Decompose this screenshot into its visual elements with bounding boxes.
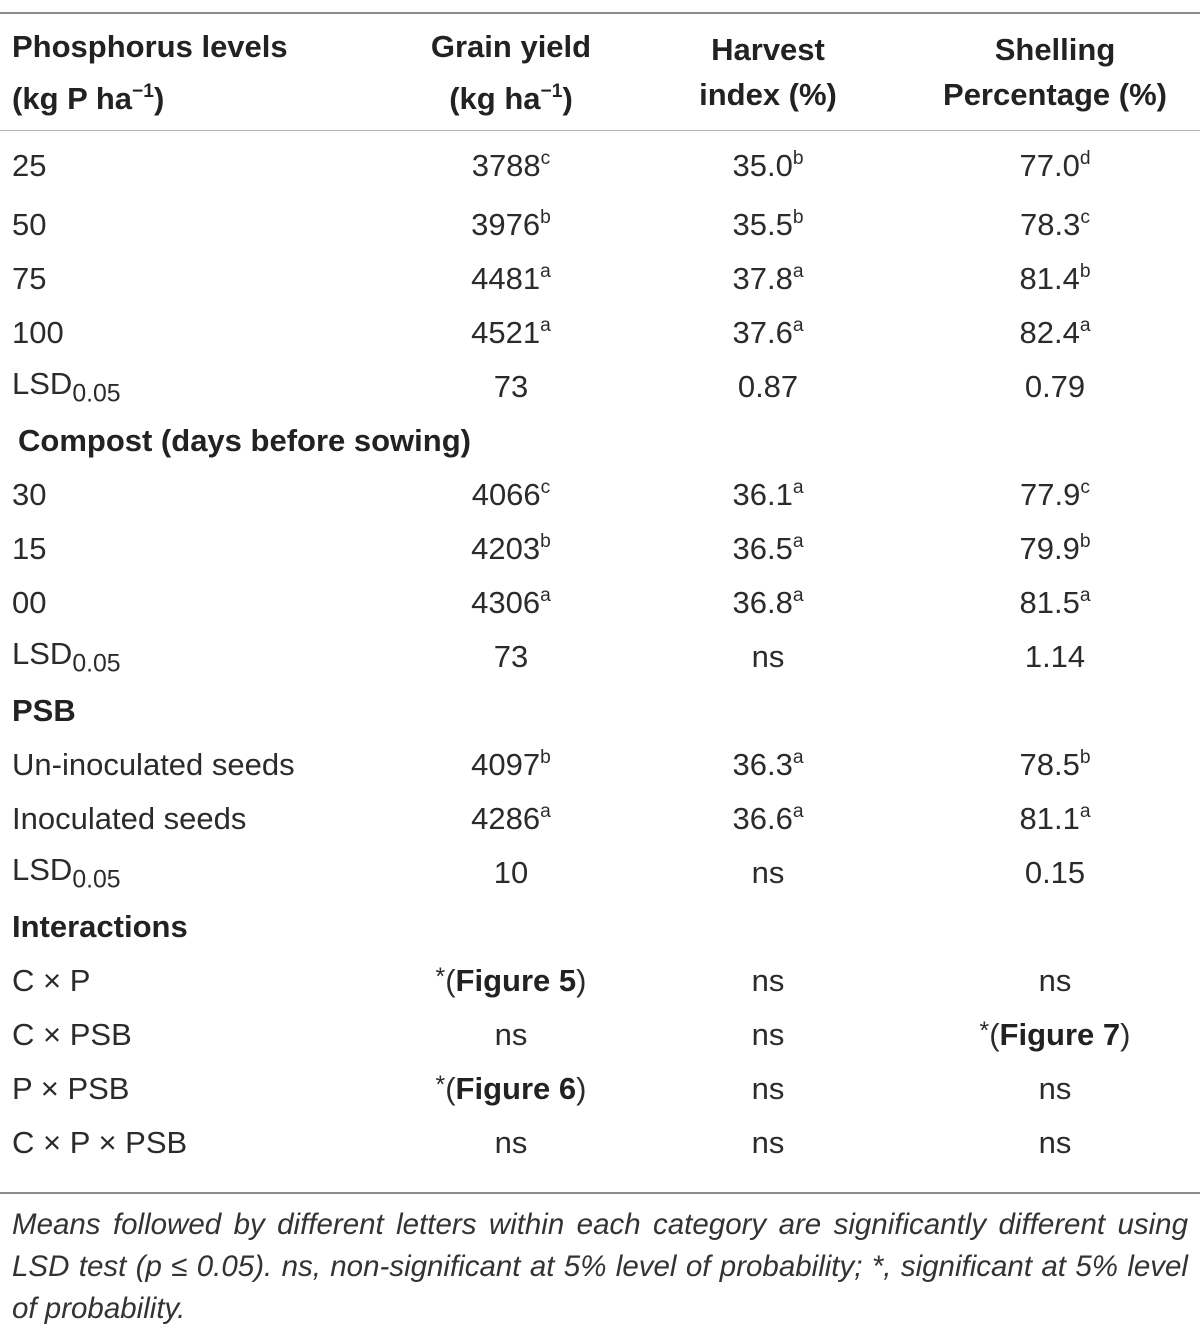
lsd-subscript: 0.05 (72, 650, 121, 678)
shelling-cell (896, 1116, 1200, 1170)
grain-yield-cell (380, 1008, 630, 1062)
cell-value: 10 (493, 855, 529, 890)
cell-value: ns (751, 1125, 785, 1160)
section-heading-row (0, 900, 1200, 954)
header-line: Harvest (711, 32, 825, 67)
cell-value: 81.1 (1019, 801, 1080, 836)
cell-value: * (979, 1017, 990, 1045)
row-label: 100 (12, 315, 64, 350)
lsd-label (0, 630, 380, 684)
cell-value: 1.14 (1024, 639, 1086, 674)
lsd-label (0, 846, 380, 900)
significance-letter: a (1079, 585, 1091, 607)
table-header (0, 14, 1200, 130)
table-row (0, 252, 1200, 306)
section-heading-row (0, 414, 1200, 468)
figure-reference: Figure 5 (455, 963, 577, 998)
cell-value: 0.87 (737, 369, 799, 404)
header-line: Percentage (%) (943, 77, 1167, 112)
cell-value: 4481 (471, 261, 541, 296)
significance-letter: a (792, 477, 804, 499)
cell-value: 35.5 (732, 207, 793, 242)
cell-value: 36.8 (732, 585, 793, 620)
interaction-row (0, 1062, 1200, 1116)
row-label: Un-inoculated seeds (12, 747, 295, 782)
significance-letter: b (1079, 261, 1091, 283)
header-superscript: −1 (540, 80, 563, 102)
section-heading: Compost (days before sowing) (18, 423, 471, 458)
significance-letter: b (792, 207, 804, 229)
table-row (0, 522, 1200, 576)
header-line (392, 69, 630, 121)
cell-value: 4521 (471, 315, 541, 350)
cell-value: ns (751, 963, 785, 998)
cell-value: 79.9 (1019, 531, 1080, 566)
lsd-subscript: 0.05 (72, 866, 121, 894)
header-superscript: −1 (132, 80, 154, 102)
significance-letter: a (1079, 315, 1091, 337)
significance-letter: a (792, 801, 804, 823)
significance-letter: a (540, 315, 551, 337)
cell-value: 82.4 (1019, 315, 1080, 350)
cell-value: 0.15 (1024, 855, 1086, 890)
harvest-index-cell (630, 522, 896, 576)
significance-letter: a (540, 585, 551, 607)
header-line: Phosphorus levels (12, 28, 288, 64)
table-row (0, 468, 1200, 522)
cell-value: 0.79 (1024, 369, 1086, 404)
lsd-text: LSD (12, 851, 73, 887)
header-rule (0, 130, 1200, 131)
lsd-row (0, 360, 1200, 414)
row-label: Inoculated seeds (12, 801, 247, 836)
lsd-text: LSD (12, 365, 73, 401)
interaction-row (0, 1008, 1200, 1062)
shelling-cell (896, 738, 1200, 792)
figure-reference: Figure 6 (455, 1071, 577, 1106)
harvest-index-cell (630, 306, 896, 360)
header-text: (kg ha (449, 80, 541, 116)
header-phosphorus-levels (0, 14, 380, 130)
cell-value: 37.6 (732, 315, 793, 350)
cell-value: ns (751, 855, 785, 890)
grain-yield-cell (380, 198, 630, 252)
shelling-lsd (896, 630, 1200, 684)
significance-letter: d (1079, 148, 1091, 170)
table-footnote: Means followed by different letters within each category are significantly different using LSD test (p ≤ 0.05). ns, non-significant at 5% level of probability; *, significant at 5% level of probability. (12, 1208, 1188, 1325)
significance-letter: b (540, 531, 551, 553)
significance-letter: a (540, 261, 551, 283)
lsd-text: LSD (12, 635, 73, 671)
table-row (0, 130, 1200, 198)
grain-yield-cell: *(Figure 5) (435, 963, 587, 998)
results-table (0, 14, 1200, 1170)
row-label: 25 (12, 148, 47, 183)
header-line: index (%) (699, 77, 837, 112)
cell-value: 73 (493, 639, 529, 674)
significance-letter: b (1079, 747, 1091, 769)
harvest-index-cell (630, 1062, 896, 1116)
harvest-index-cell (630, 738, 896, 792)
cell-value: 77.0 (1019, 148, 1080, 183)
cell-value: 81.4 (1019, 261, 1080, 296)
cell-value: ns (751, 1017, 785, 1052)
section-heading-row (0, 684, 1200, 738)
row-label: 50 (12, 207, 47, 242)
harvest-index-cell (630, 252, 896, 306)
cell-value: ns (494, 1017, 528, 1052)
harvest-index-cell (630, 130, 896, 198)
shelling-cell (896, 306, 1200, 360)
table-body (0, 130, 1200, 1170)
row-label: 15 (12, 531, 47, 566)
header-text: ) (153, 80, 165, 116)
header-harvest-index (630, 14, 896, 130)
cell-value: 4097 (471, 747, 541, 782)
shelling-cell (896, 252, 1200, 306)
harvest-index-cell (630, 1008, 896, 1062)
cell-value: ns (1038, 963, 1072, 998)
significance-letter: a (792, 747, 804, 769)
cell-value: 36.3 (732, 747, 793, 782)
significance-letter: a (792, 585, 804, 607)
table-row (0, 576, 1200, 630)
harvest-index-cell (630, 792, 896, 846)
harvest-index-cell (630, 198, 896, 252)
grain-yield-lsd (380, 846, 630, 900)
grain-yield-cell (380, 522, 630, 576)
cell-value: 3788 (471, 148, 541, 183)
cell-value: 4286 (471, 801, 541, 836)
significance-letter: b (792, 148, 804, 170)
cell-value: 73 (493, 369, 529, 404)
grain-yield-cell (380, 792, 630, 846)
shelling-cell (896, 130, 1200, 198)
significance-letter: c (540, 477, 551, 499)
cell-value: 3976 (471, 207, 541, 242)
interaction-row (0, 1116, 1200, 1170)
table-row (0, 198, 1200, 252)
figure-reference: Figure 7 (999, 1017, 1121, 1052)
row-label: P × PSB (12, 1071, 130, 1106)
harvest-index-lsd (630, 630, 896, 684)
table-row (0, 792, 1200, 846)
shelling-lsd (896, 846, 1200, 900)
cell-value: 4066 (471, 477, 541, 512)
grain-yield-cell (380, 130, 630, 198)
cell-value: 36.5 (732, 531, 793, 566)
significance-letter: a (1079, 801, 1091, 823)
significance-letter: b (1079, 531, 1091, 553)
cell-value: 4306 (471, 585, 541, 620)
shelling-cell: *(Figure 7) (979, 1017, 1131, 1052)
shelling-cell (896, 954, 1200, 1008)
grain-yield-lsd (380, 360, 630, 414)
cell-value: 36.6 (732, 801, 793, 836)
harvest-index-cell (630, 576, 896, 630)
cell-value: 4203 (471, 531, 541, 566)
header-text: (kg P ha (12, 80, 133, 116)
row-label: C × P (12, 963, 91, 998)
header-line: Shelling (994, 32, 1116, 67)
shelling-cell (896, 522, 1200, 576)
cell-value: 78.5 (1019, 747, 1080, 782)
grain-yield-cell (380, 576, 630, 630)
significance-letter: c (1080, 477, 1090, 499)
significance-letter: a (792, 261, 804, 283)
cell-value: 78.3 (1020, 207, 1081, 242)
harvest-index-lsd (630, 846, 896, 900)
shelling-cell (896, 792, 1200, 846)
grain-yield-lsd (380, 630, 630, 684)
row-label: 75 (12, 261, 47, 296)
section-heading: Interactions (12, 909, 188, 944)
cell-value: ns (1038, 1125, 1072, 1160)
significance-letter: b (540, 747, 551, 769)
cell-value: * (435, 963, 446, 991)
significance-letter: a (792, 531, 804, 553)
interaction-row (0, 954, 1200, 1008)
table-row (0, 306, 1200, 360)
bottom-rule (0, 1192, 1200, 1194)
cell-value: ns (494, 1125, 528, 1160)
harvest-index-cell (630, 954, 896, 1008)
cell-value: 81.5 (1019, 585, 1080, 620)
cell-value: 35.0 (732, 148, 793, 183)
header-text: ) (562, 80, 573, 116)
header-shelling-percentage (896, 14, 1200, 130)
shelling-cell (896, 576, 1200, 630)
shelling-cell (896, 198, 1200, 252)
significance-letter: b (540, 207, 551, 229)
lsd-row (0, 630, 1200, 684)
cell-value: ns (751, 639, 785, 674)
grain-yield-cell: *(Figure 6) (435, 1071, 587, 1106)
shelling-cell (896, 1062, 1200, 1116)
significance-letter: c (1080, 207, 1090, 229)
shelling-lsd (896, 360, 1200, 414)
row-label: 30 (12, 477, 47, 512)
significance-letter: a (540, 801, 551, 823)
significance-letter: c (540, 148, 551, 170)
cell-value: 77.9 (1020, 477, 1081, 512)
shelling-cell (896, 468, 1200, 522)
lsd-row (0, 846, 1200, 900)
row-label: C × P × PSB (12, 1125, 188, 1160)
header-line (12, 69, 380, 121)
harvest-index-cell (630, 1116, 896, 1170)
grain-yield-cell (380, 468, 630, 522)
harvest-index-cell (630, 468, 896, 522)
row-label: C × PSB (12, 1017, 132, 1052)
header-line: Grain yield (430, 28, 592, 64)
grain-yield-cell (380, 1116, 630, 1170)
table-row (0, 738, 1200, 792)
grain-yield-cell (380, 738, 630, 792)
section-heading: PSB (12, 693, 76, 728)
cell-value: 36.1 (732, 477, 793, 512)
row-label: 00 (12, 585, 47, 620)
cell-value: * (435, 1071, 446, 1099)
header-grain-yield (380, 14, 630, 130)
grain-yield-cell (380, 252, 630, 306)
cell-value: 37.8 (732, 261, 793, 296)
lsd-label (0, 360, 380, 414)
grain-yield-cell (380, 306, 630, 360)
lsd-subscript: 0.05 (72, 380, 121, 408)
cell-value: ns (1038, 1071, 1072, 1106)
cell-value: ns (751, 1071, 785, 1106)
harvest-index-lsd (630, 360, 896, 414)
significance-letter: a (792, 315, 804, 337)
